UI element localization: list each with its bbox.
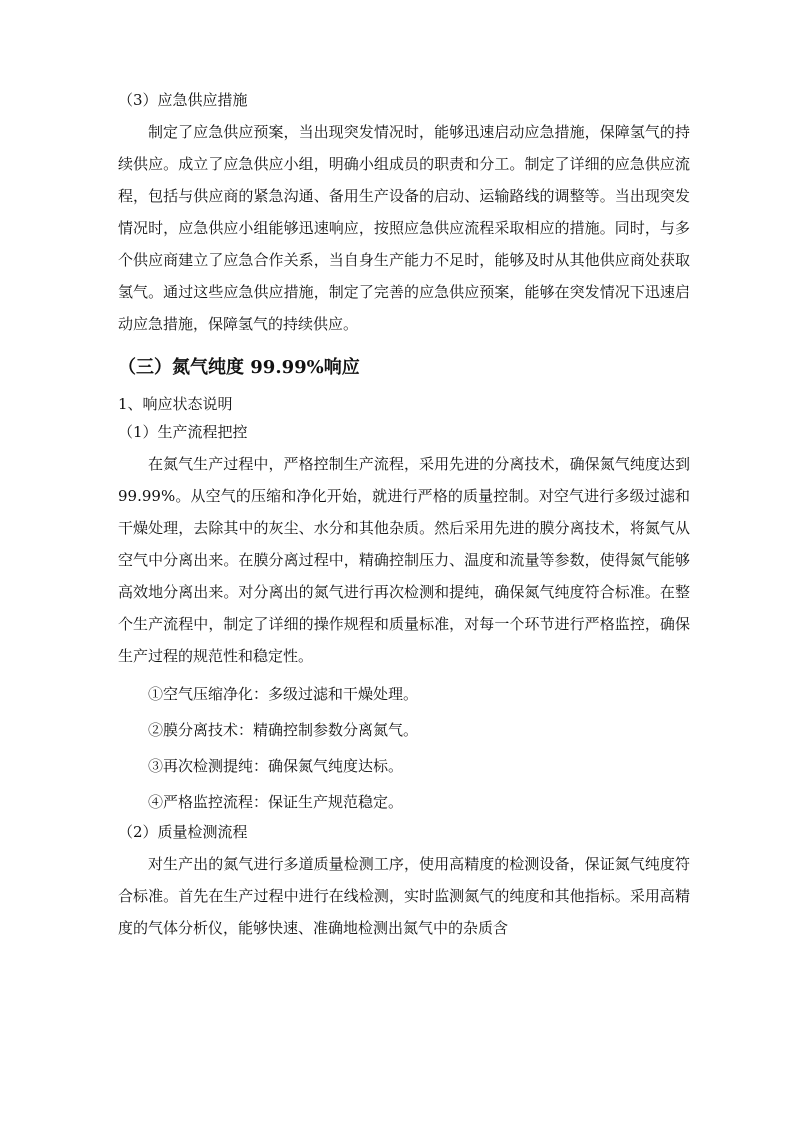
emergency-supply-paragraph: 制定了应急供应预案，当出现突发情况时，能够迅速启动应急措施，保障氢气的持续供应。成立了应急供应小组，明确小组成员的职责和分工。制定了详细的应急供应流程，包括与供应商的紧急沟通、备用生产设备的启动、运输路线的调整等。当出现突发情况时，应急供应小组能够迅速响应，按照应急供应流程采取相应的措施。同时，与多个供应商建立了应急合作关系，当自身生产能力不足时，能够及时从其他供应商处获取氢气。通过这些应急供应措施，制定了完善的应急供应预案，能够在突发情况下迅速启动应急措施，保障氢气的持续供应。 xyxy=(118,123,690,333)
quality-inspection-paragraph: 对生产出的氮气进行多道质量检测工序，使用高精度的检测设备，保证氮气纯度符合标准。首先在生产过程中进行在线检测，实时监测氮气的纯度和其他指标。采用高精度的气体分析仪，能够快速、准确地检测出氮气中的杂质含 xyxy=(118,855,690,937)
production-control-heading: （1）生产流程把控 xyxy=(118,423,248,441)
list-item: ③再次检测提纯：确保氮气纯度达标。 xyxy=(148,757,404,775)
production-control-paragraph: 在氮气生产过程中，严格控制生产流程，采用先进的分离技术，确保氮气纯度达到 99.99%。从空气的压缩和净化开始，就进行严格的质量控制。对空气进行多级过滤和干燥处理，去除其中的灰尘、水分和其他杂质。然后采用先进的膜分离技术，将氮气从空气中分离出来。在膜分离过程中，精确控制压力、温度和流量等参数，使得氮气能够高效地分离出来。对分离出的氮气进行再次检测和提纯，确保氮气纯度符合标准。在整个生产流程中，制定了详细的操作规程和质量标准，对每一个环节进行严格监控，确保生产过程的规范性和稳定性。 xyxy=(118,455,690,665)
quality-inspection-heading: （2）质量检测流程 xyxy=(118,823,248,841)
list-item: ①空气压缩净化：多级过滤和干燥处理。 xyxy=(148,685,419,703)
subsection-heading: 1、响应状态说明 xyxy=(118,395,233,413)
emergency-supply-heading: （3）应急供应措施 xyxy=(118,91,248,109)
document-page xyxy=(118,88,690,944)
list-item: ④严格监控流程：保证生产规范稳定。 xyxy=(148,793,404,811)
section-title: （三）氮气纯度 99.99%响应 xyxy=(118,357,360,378)
list-item: ②膜分离技术：精确控制参数分离氮气。 xyxy=(148,721,419,739)
